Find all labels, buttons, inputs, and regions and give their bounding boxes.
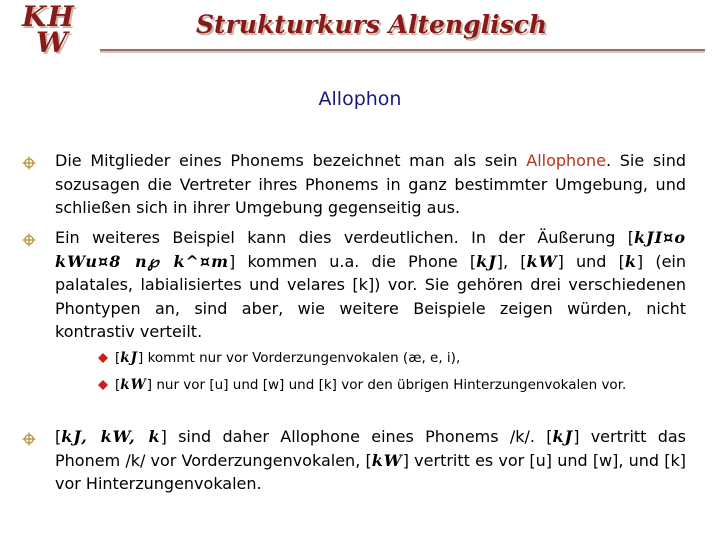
diamond-icon: [98, 353, 108, 363]
phonetic-symbol: kW: [526, 251, 558, 271]
ornamental-cross-icon: [22, 153, 36, 167]
sub-bullet-1-text: [kJ] kommt nur vor Vorderzungenvokalen (æ, e, i),: [115, 350, 461, 366]
phonetic-symbol: k: [624, 251, 637, 271]
sub-bullet-1: [98, 349, 712, 368]
ornamental-cross-icon: [22, 230, 36, 244]
phonetic-symbol: kJ: [552, 427, 574, 446]
slide-title: Allophon: [318, 88, 402, 110]
bullet-1: [22, 149, 686, 220]
bullet-3: [22, 425, 686, 496]
highlight-term: Allophone: [526, 151, 606, 170]
sub-bullet-2: [98, 376, 712, 395]
phonetic-symbol: kJ: [120, 350, 139, 366]
diamond-icon: [98, 380, 108, 390]
bullet-2: [22, 226, 686, 344]
phonetic-transcription: kJI¤o kWu¤8 n℘ k^¤m: [55, 228, 686, 271]
phonetic-symbol: kW: [120, 377, 147, 393]
bullet-1-text: Die Mitglieder eines Phonems bezeichnet man als sein Allophone. Sie sind sozusagen die Vertreter ihres Phonems in ganz bestimmter Umgebung, und schließen sich in ihrer Umgebung gegenseitig aus.: [55, 151, 687, 217]
bullet-3-text: [kJ, kW, k] sind daher Allophone eines Phonems /k/. [kJ] vertritt das Phonem /k/ vor Vorderzungenvokalen, [kW] vertritt es vor [u] und [w], und [k] vor Hinterzungenvokalen.: [55, 427, 687, 493]
phonetic-symbol: kW: [371, 450, 403, 470]
logo-line-1: KH: [22, 0, 75, 33]
phonetic-symbols: kJ, kW, k: [61, 427, 161, 446]
logo: [22, 2, 92, 58]
sub-bullet-2-text: [kW] nur vor [u] und [w] und [k] vor den übrigen Hinterzungenvokalen vor.: [115, 377, 627, 393]
logo-line-2: W: [36, 26, 68, 59]
bullet-2-text: Ein weiteres Beispiel kann dies verdeutlichen. In der Äußerung [kJI¤o kWu¤8 n℘ k^¤m] kommen u.a. die Phone [kJ], [kW] und [k] (ein palatales, labialisiertes und velares [k]) vor. Sie gehören drei verschiedenen Phontypen an, sind aber, wie weitere Beispiele zeigen würden, nicht kontrastiv verteilt.: [55, 228, 686, 341]
header-title: Strukturkurs Altenglisch: [196, 10, 548, 39]
ornamental-cross-icon: [22, 429, 36, 443]
header-divider: [100, 49, 705, 51]
phonetic-symbol: kJ: [476, 251, 497, 271]
